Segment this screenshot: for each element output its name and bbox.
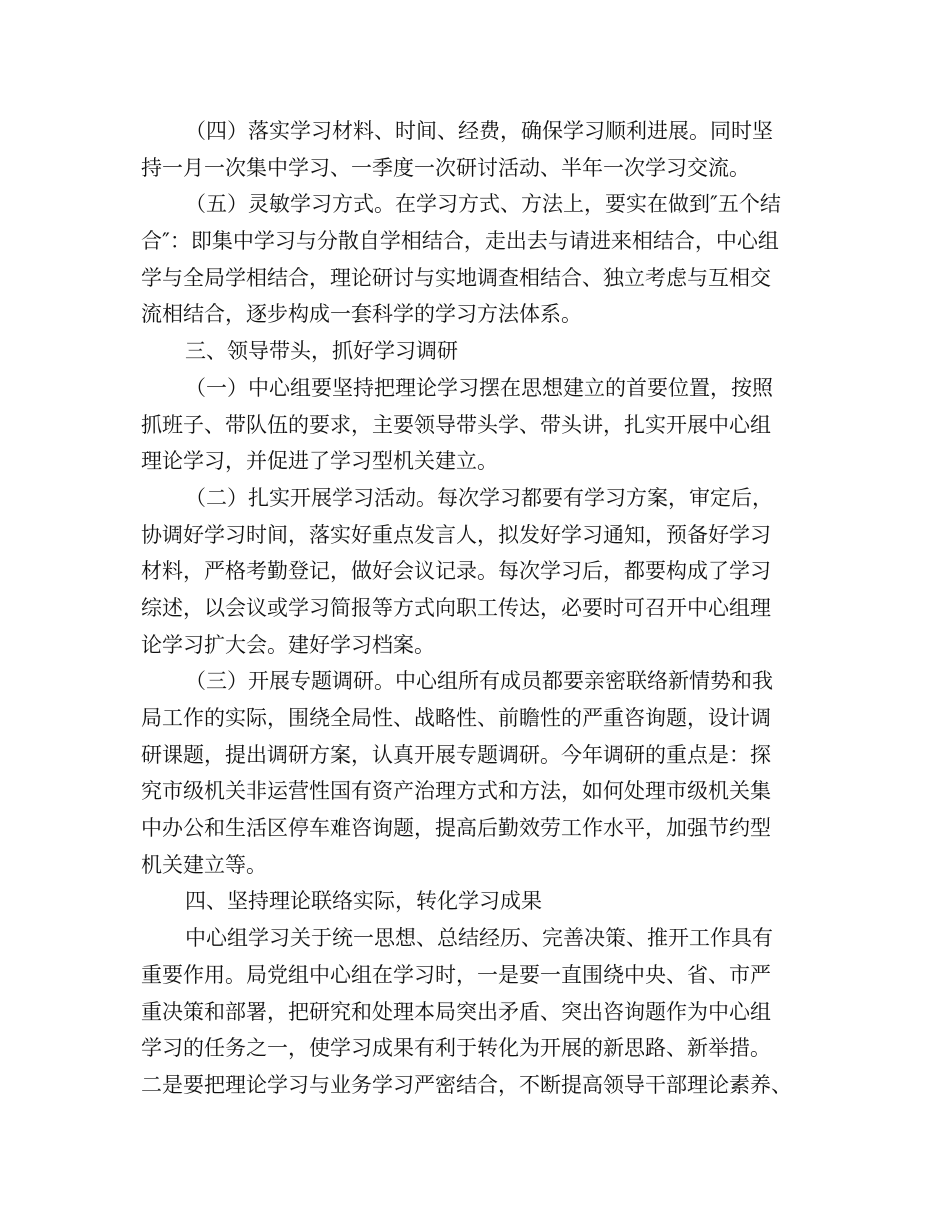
document-line: 机关建立等。 bbox=[141, 852, 267, 877]
document-line: 局工作的实际，围绕全局性、战略性、前瞻性的严重咨询题，设计调 bbox=[141, 706, 771, 730]
document-line: （三）开展专题调研。中心组所有成员都要亲密联络新情势和我 bbox=[185, 669, 773, 694]
document-line: 持一月一次集中学习、一季度一次研讨活动、半年一次学习交流。 bbox=[141, 155, 750, 180]
document-line: （二）扎实开展学习活动。每次学习都要有学习方案，审定后， bbox=[185, 485, 773, 510]
document-line: 综述，以会议或学习简报等方式向职工传达，必要时可召开中心组理 bbox=[141, 595, 771, 620]
document-line: 研课题，提出调研方案，认真开展专题调研。今年调研的重点是：探 bbox=[141, 742, 771, 767]
document-line: 二是要把理论学习与业务学习严密结合，不断提高领导干部理论素养、 bbox=[141, 1072, 792, 1097]
document-line: 合″：即集中学习与分散自学相结合，走出去与请进来相结合，中心组 bbox=[141, 229, 779, 254]
document-line: （五）灵敏学习方式。在学习方式、方法上，要实在做到″五个结 bbox=[185, 192, 781, 217]
document-line: 中办公和生活区停车难咨询题，提高后勤效劳工作水平，加强节约型 bbox=[141, 816, 771, 841]
document-line: 理论学习，并促进了学习型机关建立。 bbox=[141, 449, 498, 474]
document-body bbox=[141, 113, 813, 1104]
document-line: 学习的任务之一，使学习成果有利于转化为开展的新思路、新举措。 bbox=[141, 1036, 771, 1061]
document-line: 学与全局学相结合，理论研讨与实地调查相结合、独立考虑与互相交 bbox=[141, 265, 771, 290]
document-line: 三、领导带头，抓好学习调研 bbox=[185, 339, 458, 364]
document-line: 流相结合，逐步构成一套科学的学习方法体系。 bbox=[141, 302, 582, 327]
document-line: 中心组学习关于统一思想、总结经历、完善决策、推开工作具有 bbox=[185, 926, 773, 951]
document-line: 四、坚持理论联络实际，转化学习成果 bbox=[185, 889, 542, 914]
document-line: 重要作用。局党组中心组在学习时，一是要一直围绕中央、省、市严 bbox=[141, 962, 771, 987]
document-line: （一）中心组要坚持把理论学习摆在思想建立的首要位置，按照 bbox=[185, 375, 773, 400]
document-line: 协调好学习时间，落实好重点发言人，拟发好学习通知，预备好学习 bbox=[141, 522, 771, 547]
document-line: （四）落实学习材料、时间、经费，确保学习顺利进展。同时坚 bbox=[185, 119, 773, 143]
document-line: 论学习扩大会。建好学习档案。 bbox=[141, 632, 435, 657]
document-line: 重决策和部署，把研究和处理本局突出矛盾、突出咨询题作为中心组 bbox=[141, 999, 771, 1024]
document-line: 材料，严格考勤登记，做好会议记录。每次学习后，都要构成了学习 bbox=[141, 559, 771, 584]
document-line: 抓班子、带队伍的要求，主要领导带头学、带头讲，扎实开展中心组 bbox=[141, 412, 771, 437]
document-line: 究市级机关非运营性国有资产治理方式和方法，如何处理市级机关集 bbox=[141, 779, 771, 804]
